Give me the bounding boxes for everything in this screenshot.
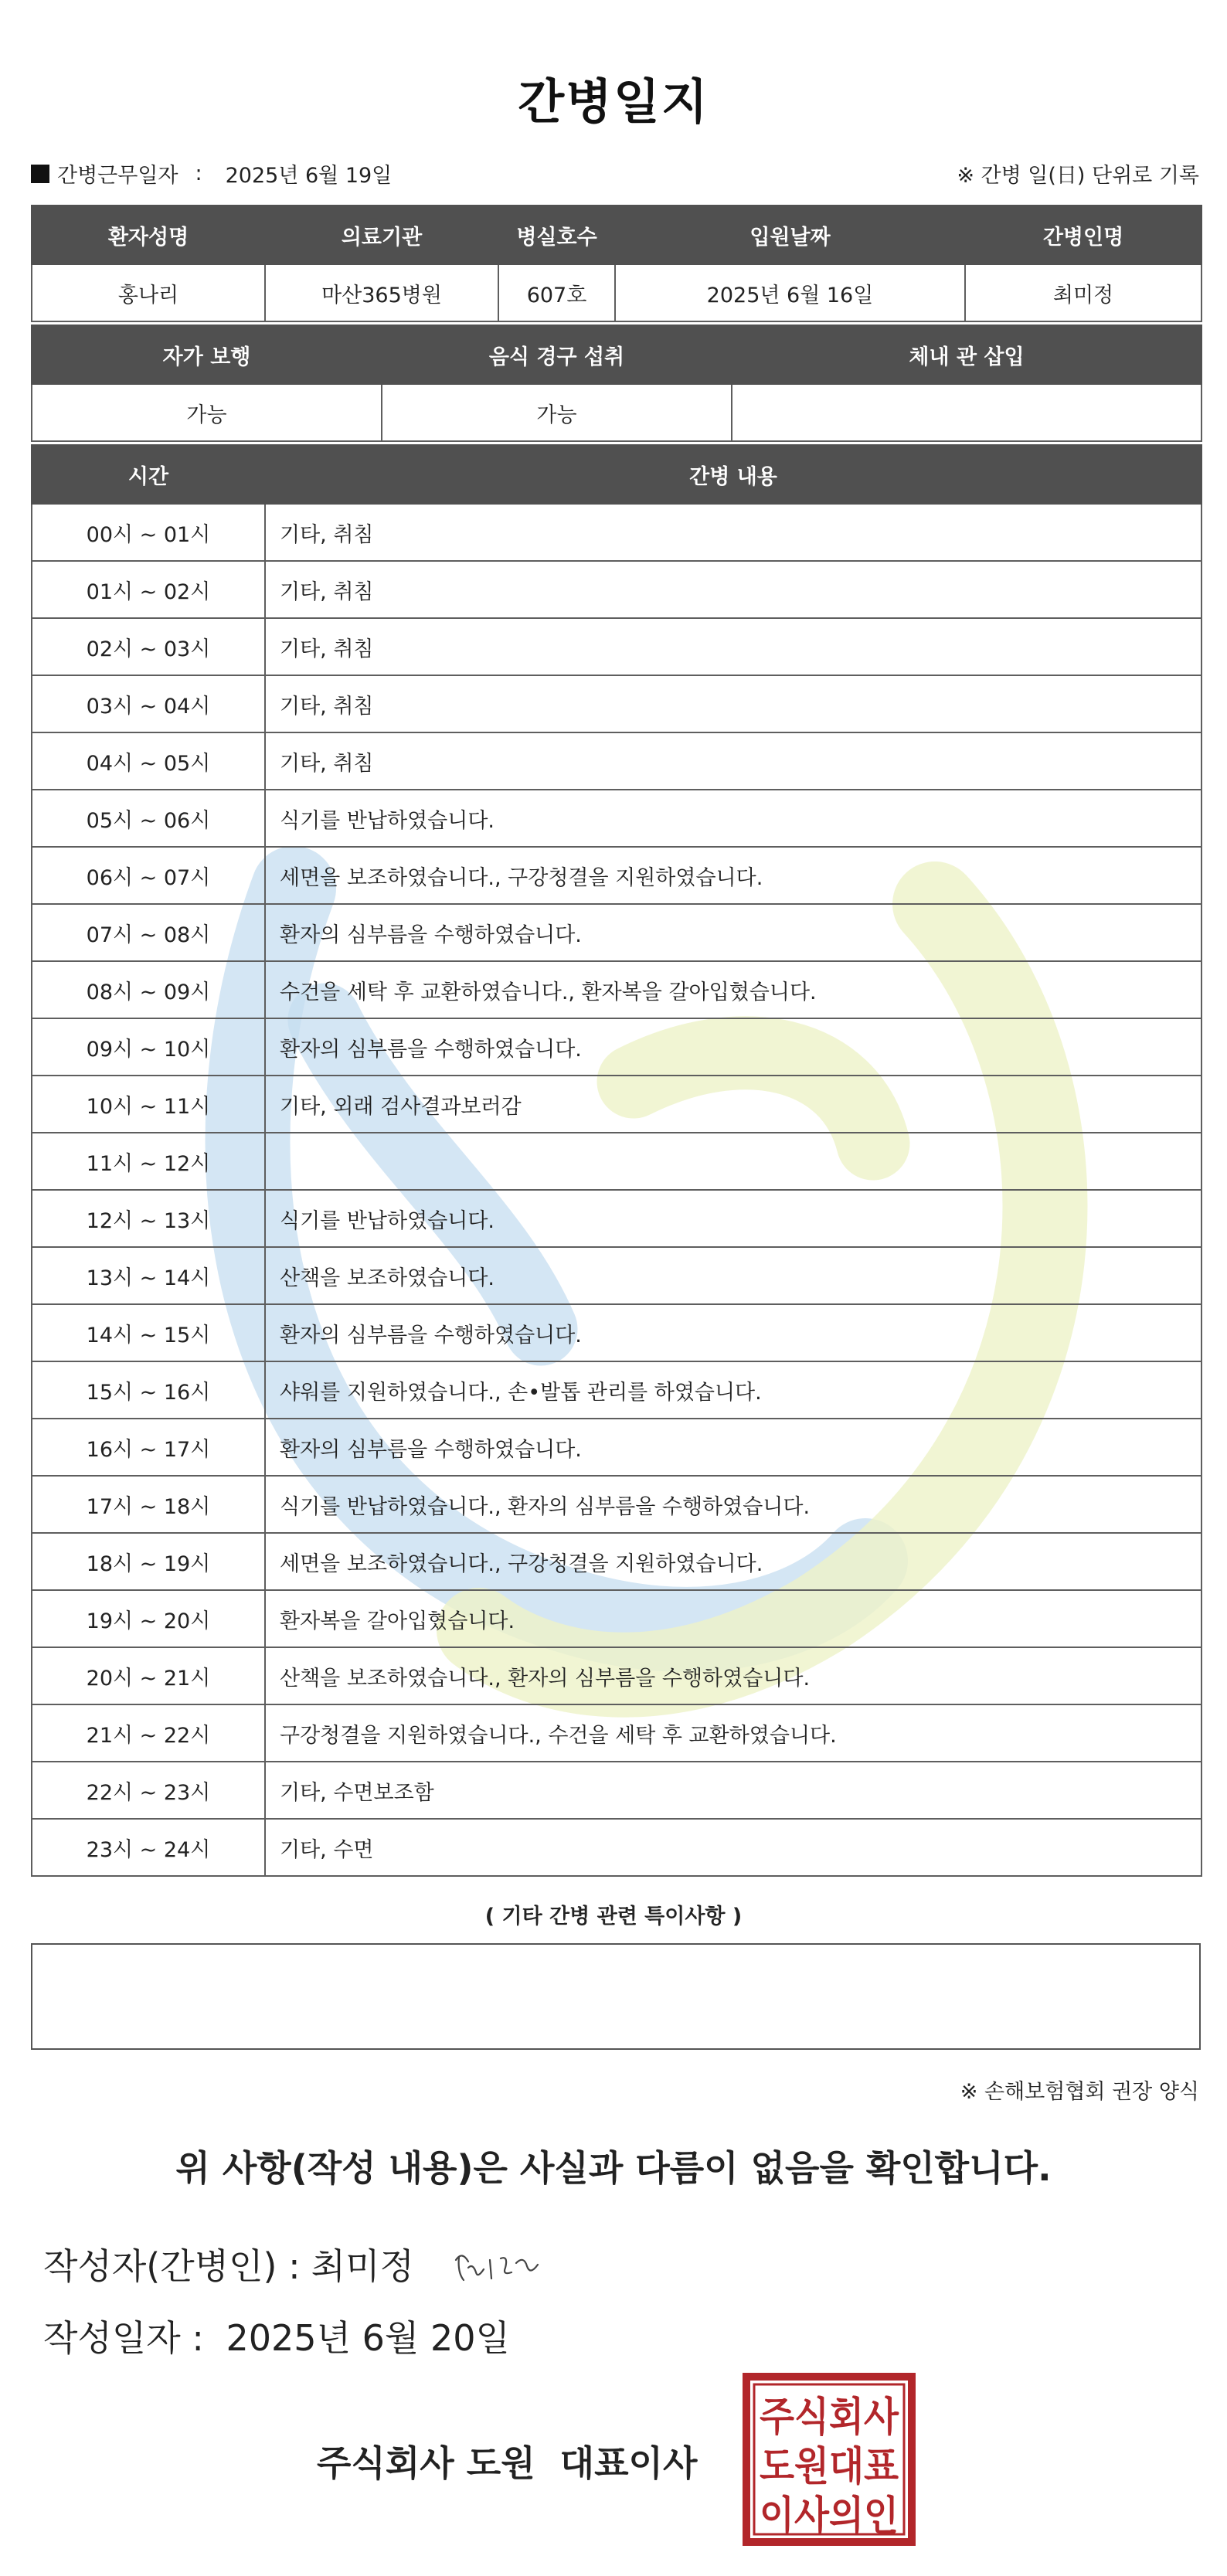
page-title: 간병일지 <box>518 73 709 130</box>
table-row <box>32 1247 1202 1304</box>
table-row <box>32 1419 1202 1476</box>
caregiver-name: 최미정 <box>965 264 1202 321</box>
log-content: 기타, 취침 <box>265 618 1202 675</box>
table-row <box>32 732 1202 790</box>
log-time: 16시 ~ 17시 <box>32 1419 265 1476</box>
header-hospital: 의료기관 <box>265 206 498 264</box>
admission-date: 2025년 6월 16일 <box>615 264 965 321</box>
log-content: 식기를 반납하였습니다., 환자의 심부름을 수행하였습니다. <box>265 1476 1202 1533</box>
table-row <box>32 904 1202 961</box>
log-time: 10시 ~ 11시 <box>32 1076 265 1133</box>
log-content: 환자의 심부름을 수행하였습니다. <box>265 1018 1202 1076</box>
work-date-colon: : <box>195 161 202 185</box>
header-care-content: 간병 내용 <box>265 445 1202 504</box>
table-row <box>32 1133 1202 1190</box>
recommendation-note: ※ 손해보험협회 권장 양식 <box>960 2080 1199 2104</box>
log-content: 기타, 외래 검사결과보러감 <box>265 1076 1202 1133</box>
log-content: 세면을 보조하였습니다., 구강청결을 지원하였습니다. <box>265 1533 1202 1590</box>
log-time: 03시 ~ 04시 <box>32 675 265 732</box>
log-time: 02시 ~ 03시 <box>32 618 265 675</box>
log-time: 18시 ~ 19시 <box>32 1533 265 1590</box>
square-bullet-icon <box>31 165 49 183</box>
written-date-value: 2025년 6월 20일 <box>226 2317 510 2359</box>
log-time: 20시 ~ 21시 <box>32 1647 265 1704</box>
table-row <box>32 1533 1202 1590</box>
log-time: 15시 ~ 16시 <box>32 1361 265 1419</box>
table-row <box>32 1476 1202 1533</box>
work-date-label: 간병근무일자 <box>57 164 178 188</box>
log-content: 환자복을 갈아입혔습니다. <box>265 1590 1202 1647</box>
table-row <box>32 847 1202 904</box>
room-number: 607호 <box>498 264 615 321</box>
log-time: 13시 ~ 14시 <box>32 1247 265 1304</box>
seal-line: 도원대표 <box>760 2444 899 2490</box>
table-row <box>32 1762 1202 1819</box>
care-log-table <box>31 444 1202 1877</box>
table-row <box>32 675 1202 732</box>
table-row <box>32 1361 1202 1419</box>
log-content: 기타, 취침 <box>265 504 1202 561</box>
log-time: 17시 ~ 18시 <box>32 1476 265 1533</box>
log-time: 07시 ~ 08시 <box>32 904 265 961</box>
remarks-box <box>31 1943 1201 2050</box>
table-row <box>32 1819 1202 1876</box>
work-date-value: 2025년 6월 19일 <box>225 164 393 188</box>
patient-info-table <box>31 205 1202 322</box>
log-time: 04시 ~ 05시 <box>32 732 265 790</box>
log-content <box>265 1133 1202 1190</box>
author-label: 작성자(간병인) : <box>43 2245 301 2287</box>
log-time: 12시 ~ 13시 <box>32 1190 265 1247</box>
log-time: 23시 ~ 24시 <box>32 1819 265 1876</box>
log-content: 세면을 보조하였습니다., 구강청결을 지원하였습니다. <box>265 847 1202 904</box>
author-name: 최미정 <box>311 2245 414 2287</box>
header-patient-name: 환자성명 <box>32 206 265 264</box>
table-row <box>32 1590 1202 1647</box>
header-oral-intake: 음식 경구 섭취 <box>382 325 732 384</box>
unit-note: ※ 간병 일(日) 단위로 기록 <box>957 164 1199 188</box>
table-row <box>32 1304 1202 1361</box>
log-content: 기타, 취침 <box>265 561 1202 618</box>
company-seal <box>742 2372 916 2547</box>
header-admission-date: 입원날짜 <box>615 206 965 264</box>
log-content: 식기를 반납하였습니다. <box>265 1190 1202 1247</box>
log-time: 22시 ~ 23시 <box>32 1762 265 1819</box>
author-signature <box>445 2237 576 2291</box>
log-content: 기타, 취침 <box>265 732 1202 790</box>
log-time: 08시 ~ 09시 <box>32 961 265 1018</box>
header-tube-insertion: 체내 관 삽입 <box>732 325 1202 384</box>
header-caregiver-name: 간병인명 <box>965 206 1202 264</box>
table-row <box>32 504 1202 561</box>
patient-status-table <box>31 325 1202 442</box>
log-time: 11시 ~ 12시 <box>32 1133 265 1190</box>
header-room: 병실호수 <box>498 206 615 264</box>
tube-insertion <box>732 384 1202 441</box>
table-row <box>32 561 1202 618</box>
written-date-label: 작성일자 : <box>43 2317 204 2359</box>
table-row <box>32 1190 1202 1247</box>
log-content: 산책을 보조하였습니다., 환자의 심부름을 수행하였습니다. <box>265 1647 1202 1704</box>
log-content: 기타, 취침 <box>265 675 1202 732</box>
log-content: 구강청결을 지원하였습니다., 수건을 세탁 후 교환하였습니다. <box>265 1704 1202 1762</box>
log-content: 샤워를 지원하였습니다., 손•발톱 관리를 하였습니다. <box>265 1361 1202 1419</box>
remarks-title: ( 기타 간병 관련 특이사항 ) <box>484 1905 743 1929</box>
company-representative: 주식회사 도원 대표이사 <box>317 2442 698 2484</box>
log-time: 14시 ~ 15시 <box>32 1304 265 1361</box>
log-content: 산책을 보조하였습니다. <box>265 1247 1202 1304</box>
table-row <box>32 961 1202 1018</box>
seal-line: 주식회사 <box>760 2394 899 2441</box>
seal-line: 이사의인 <box>760 2493 899 2540</box>
work-date <box>31 158 392 189</box>
log-time: 09시 ~ 10시 <box>32 1018 265 1076</box>
self-walking: 가능 <box>32 384 382 441</box>
table-row <box>32 618 1202 675</box>
table-row <box>32 1704 1202 1762</box>
log-content: 식기를 반납하였습니다. <box>265 790 1202 847</box>
confirmation-statement: 위 사항(작성 내용)은 사실과 다름이 없음을 확인합니다. <box>175 2147 1052 2189</box>
log-content: 기타, 수면보조함 <box>265 1762 1202 1819</box>
header-time: 시간 <box>32 445 265 504</box>
log-content: 기타, 수면 <box>265 1819 1202 1876</box>
log-content: 환자의 심부름을 수행하였습니다. <box>265 1419 1202 1476</box>
log-content: 환자의 심부름을 수행하였습니다. <box>265 904 1202 961</box>
log-time: 00시 ~ 01시 <box>32 504 265 561</box>
log-time: 01시 ~ 02시 <box>32 561 265 618</box>
table-row <box>32 1018 1202 1076</box>
header-self-walking: 자가 보행 <box>32 325 382 384</box>
table-row <box>32 790 1202 847</box>
log-time: 21시 ~ 22시 <box>32 1704 265 1762</box>
log-time: 19시 ~ 20시 <box>32 1590 265 1647</box>
author-line <box>43 2237 576 2291</box>
log-content: 수건을 세탁 후 교환하였습니다., 환자복을 갈아입혔습니다. <box>265 961 1202 1018</box>
log-time: 05시 ~ 06시 <box>32 790 265 847</box>
table-row <box>32 1647 1202 1704</box>
written-date-line <box>43 2310 510 2361</box>
oral-intake: 가능 <box>382 384 732 441</box>
patient-name: 홍나리 <box>32 264 265 321</box>
table-row <box>32 1076 1202 1133</box>
log-content: 환자의 심부름을 수행하였습니다. <box>265 1304 1202 1361</box>
hospital: 마산365병원 <box>265 264 498 321</box>
log-time: 06시 ~ 07시 <box>32 847 265 904</box>
